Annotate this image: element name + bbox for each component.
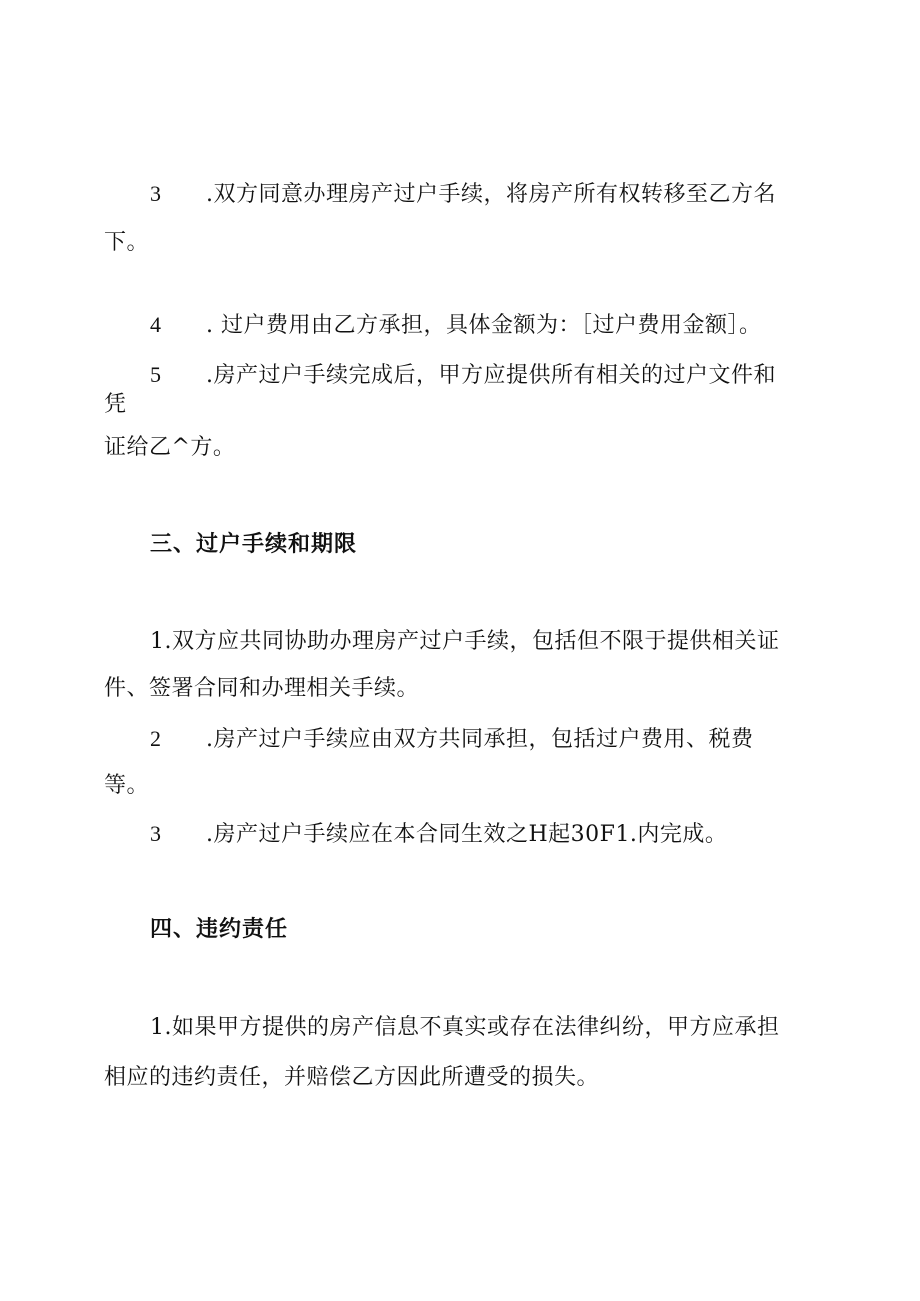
clause-2-3-line1 [150, 179, 776, 210]
clause-2-5-line2: 凭 [104, 392, 127, 417]
clause-text: .房产过户手续应在本合同生效之H起30F1.内完成。 [206, 822, 728, 847]
clause-number: 3 [150, 181, 162, 206]
section-4-title: 四、违约责任 [150, 917, 289, 942]
clause-text: .房产过户手续完成后，甲方应提供所有相关的过户文件和 [206, 363, 776, 388]
clause-4-1-line2: 相应的违约责任，并赔偿乙方因此所遭受的损失。 [104, 1065, 600, 1090]
clause-text: .双方应共同协助办理房产过户手续，包括但不限于提供相关证 [164, 629, 780, 654]
clause-3-3-line1 [150, 819, 727, 850]
clause-3-2-line1 [150, 724, 754, 755]
clause-number: 5 [150, 362, 162, 387]
clause-2-3-line2: 下。 [104, 230, 150, 255]
clause-text: .房产过户手续应由双方共同承担，包括过户费用、税费 [206, 727, 754, 752]
clause-number: 2 [150, 726, 162, 751]
clause-3-1-line1 [150, 627, 780, 657]
clause-2-5-line1 [150, 360, 776, 391]
clause-2-5-line3: 证给乙^方。 [104, 435, 236, 460]
clause-text: .双方同意办理房产过户手续，将房产所有权转移至乙方名 [206, 182, 776, 207]
clause-text: . 过户费用由乙方承担，具体金额为：［过户费用金额］。 [206, 313, 762, 338]
clause-number: 1 [150, 629, 165, 654]
clause-4-1-line1 [150, 1013, 780, 1043]
clause-3-1-line2: 件、签署合同和办理相关手续。 [104, 676, 420, 701]
clause-text: .如果甲方提供的房产信息不真实或存在法律纠纷，甲方应承担 [164, 1015, 780, 1040]
clause-number: 1 [150, 1015, 165, 1040]
clause-number: 3 [150, 821, 162, 846]
clause-number: 4 [150, 312, 162, 337]
clause-3-2-line2: 等。 [104, 773, 150, 798]
section-3-title: 三、过户手续和期限 [150, 532, 358, 557]
clause-2-4-line1 [150, 310, 762, 341]
